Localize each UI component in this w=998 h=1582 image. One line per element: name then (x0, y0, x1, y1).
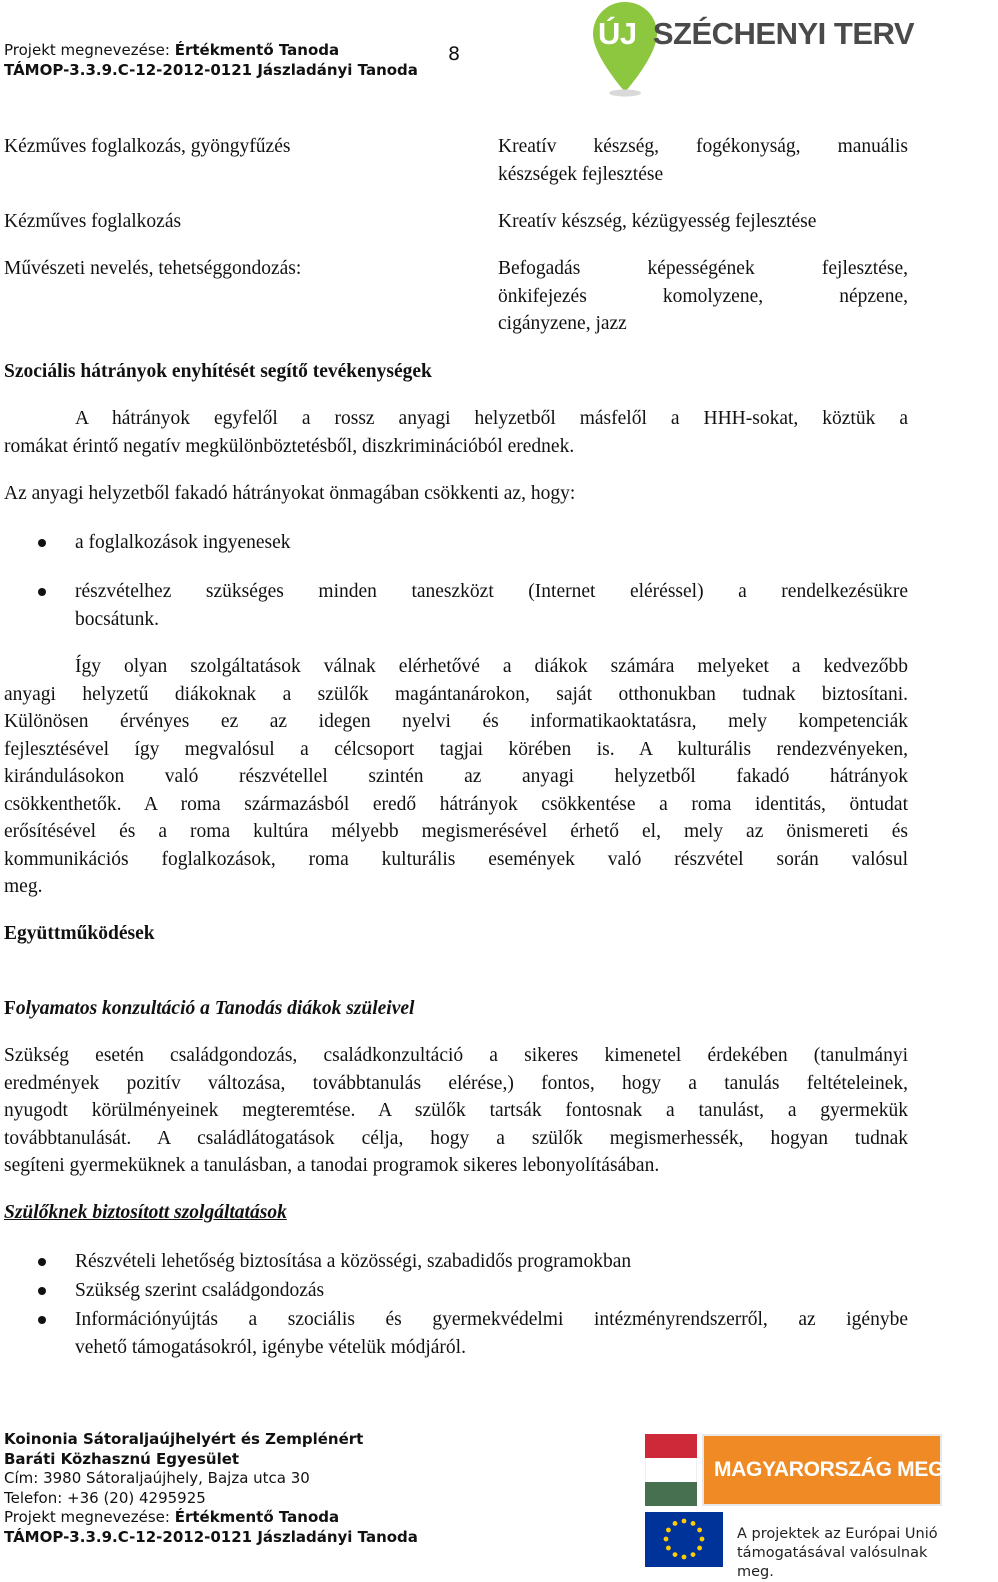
magyarorszag-megujul-banner: MAGYARORSZÁG MEGÚJUL (702, 1434, 942, 1506)
eu-note: A projektek az Európai Unió támogatásával valósulnak meg. (737, 1526, 938, 1580)
activity-name: Művészeti nevelés, tehetséggondozás: (4, 258, 302, 279)
bullet-icon (38, 539, 46, 547)
logo-text: ÚJ SZÉCHENYI TERV (598, 16, 915, 51)
section-heading: Szociális hátrányok enyhítését segítő tevékenységek (4, 361, 432, 382)
footer-address: Cím: 3980 Sátoraljaújhely, Bajza utca 30 (4, 1469, 310, 1487)
activity-name: Kézműves foglalkozás, gyöngyfűzés (4, 136, 291, 157)
activity-name: Kézműves foglalkozás (4, 211, 182, 232)
footer-org-line1: Koinonia Sátoraljaújhelyért és Zemplénért (4, 1430, 364, 1448)
paragraph: Így olyan szolgáltatások válnak elérhetővé a diákok számára melyeket a kedvezőbb anyagi helyzetű diákoknak a szülők magántanárokon, saját otthonukban tudnak biztosítani. Különösen érvényes ez az idegen nyelvi és informatikaoktatásra, mely kompetenciák fejlesztésével így megvalósul a célcsoport tagjai körében is. A kulturális rendezvényeken, kirándulásokon való részvétellel szintén az anyagi helyzetből fakadó hátrányok csökkenthetők. A roma származásból eredő hátrányok csökkentése a roma identitás, öntudat erősítésével és a roma kultúra mélyebb megismerésével érhető el, mely az önismereti és kommunikációs foglalkozások, roma kulturális események való részvétel során valósul meg. (4, 656, 908, 897)
footer-project-code: TÁMOP-3.3.9.C-12-2012-0121 Jászladányi Tanoda (4, 1527, 418, 1546)
activity-row (4, 208, 908, 236)
header-project-code: TÁMOP-3.3.9.C-12-2012-0121 Jászladányi Tanoda (4, 61, 418, 79)
page-number: 8 (448, 43, 461, 65)
footer-org-line2: Baráti Közhasznú Egyesület (4, 1449, 240, 1468)
bullet-icon (38, 1258, 46, 1266)
activity-row (4, 133, 908, 189)
activity-desc: Kreatív készség, fogékonyság, manuális készségek fejlesztése (498, 136, 908, 185)
paragraph: Szükség esetén családgondozás, családkonzultáció a sikeres kimenetel érdekében (tanulmányi eredmények pozitív változása, továbbtanulás elérése,) fontos, hogy a tanulás feltételeinek, nyugodt körülményeinek megteremtése. A szülők tartsák fontosnak a tanulást, a gyermekük továbbtanulását. A családlátogatások célja, hogy a szülők megismerhessék, hogyan tudnak segíteni gyermeküknek a tanulásban, a tanodai programok sikeres lebonyolításában. (4, 1045, 908, 1176)
bullet-icon (38, 1287, 46, 1295)
eu-flag-icon (645, 1512, 723, 1567)
hungary-flag (645, 1434, 697, 1506)
paragraph: Az anyagi helyzetből fakadó hátrányokat önmagában csökkenti az, hogy: (4, 483, 576, 504)
activity-row (4, 255, 908, 339)
header-project-line (4, 40, 339, 60)
section-heading: Együttműködések (4, 923, 155, 944)
header-project-name: Értékmentő Tanoda (174, 41, 340, 59)
subheading: Folyamatos konzultáció a Tanodás diákok szüleivel (4, 998, 415, 1019)
subheading: Szülőknek biztosított szolgáltatások (4, 1202, 287, 1223)
header-project-label: Projekt megnevezése: (4, 41, 175, 59)
bullet-icon (38, 1316, 46, 1324)
szechenyi-logo (590, 0, 915, 100)
activity-desc: Kreatív készség, kézügyesség fejlesztése (498, 211, 817, 232)
activity-desc: Befogadás képességének fejlesztése, önkifejezés komolyzene, népzene, cigányzene, jazz (498, 258, 908, 334)
paragraph: A hátrányok egyfelől a rossz anyagi helyzetből másfelől a HHH-sokat, köztük a romákat érintő negatív megkülönböztetésből, diszkriminációból erednek. (4, 408, 908, 457)
footer-phone: Telefon: +36 (20) 4295925 (4, 1488, 206, 1507)
bullet-icon (38, 588, 46, 596)
eu-stars-icon (645, 1512, 723, 1567)
footer-info (4, 1430, 418, 1547)
footer-project-line: Projekt megnevezése: Értékmentő Tanoda (4, 1508, 340, 1526)
